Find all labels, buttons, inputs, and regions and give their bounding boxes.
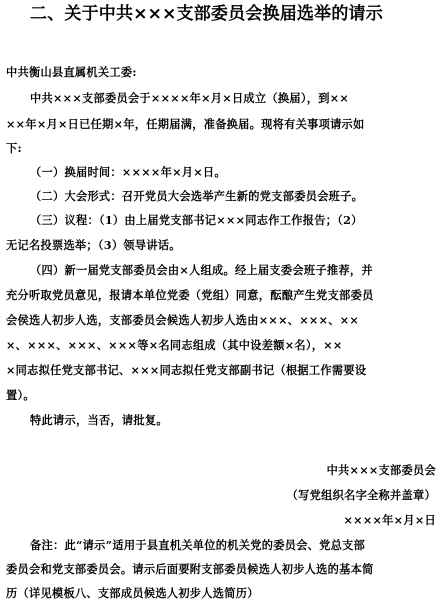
paragraph-1-line-2: ××年×月×日已任期×年，任期届满，准备换届。现将有关事项请示如 xyxy=(6,117,365,131)
item-3-line-2: 无记名投票选举；（3）领导讲话。 xyxy=(6,238,181,252)
item-4-line-1: （四）新一届党支部委员会由×人组成。经上届支委会班子推荐，并 xyxy=(30,263,373,277)
closing-line: 特此请示，当否，请批复。 xyxy=(30,413,168,427)
signature-note: （写党组织名字全称并盖章） xyxy=(286,488,436,502)
remark-line-1: 备注：此“请示”适用于县直机关单位的机关党的委员会、党总支部 xyxy=(30,538,366,552)
item-4-line-2: 充分听取党员意见，报请本单位党委（党组）同意，酝酿产生党支部委员 xyxy=(6,288,374,302)
remark-line-3: 历（详见模板八、支部成员候选人初步人选简历） xyxy=(6,586,259,600)
item-1: （一）换届时间：××××年×月×日。 xyxy=(30,165,226,179)
paragraph-1-line-1: 中共×××支部委员会于××××年×月×日成立（换届），到×× xyxy=(30,91,350,105)
signature-organization: 中共×××支部委员会 xyxy=(326,463,436,477)
paragraph-1-line-3: 下: xyxy=(6,141,22,155)
item-4-line-3: 会侯选人初步人选，支部委员会候选人初步人选由×××、×××、×× xyxy=(6,313,360,327)
signature-date: ××××年×月×日 xyxy=(343,513,436,527)
item-2: （二）大会形式：召开党员大会选举产生新的党支部委员会班子。 xyxy=(30,189,364,203)
remark-line-2: 委员会和党支部委员会。请示后面要附支部委员候选人初步人选的基本简 xyxy=(6,562,374,576)
item-4-line-4: ×、×××、×××、×××等×名同志组成（其中设差额×名），×× xyxy=(6,338,343,352)
item-4-line-5: ×同志拟任党支部书记、×××同志拟任党支部副书记（根据工作需要设 xyxy=(6,363,367,377)
item-3-line-1: （三）议程：（1）由上届党支部书记×××同志作工作报告；（2） xyxy=(30,213,363,227)
addressee: 中共衡山县直属机关工委: xyxy=(6,65,137,79)
document-title: 二、关于中共×××支部委员会换届选举的请示 xyxy=(30,4,383,24)
item-4-line-6: 置）。 xyxy=(6,388,35,402)
